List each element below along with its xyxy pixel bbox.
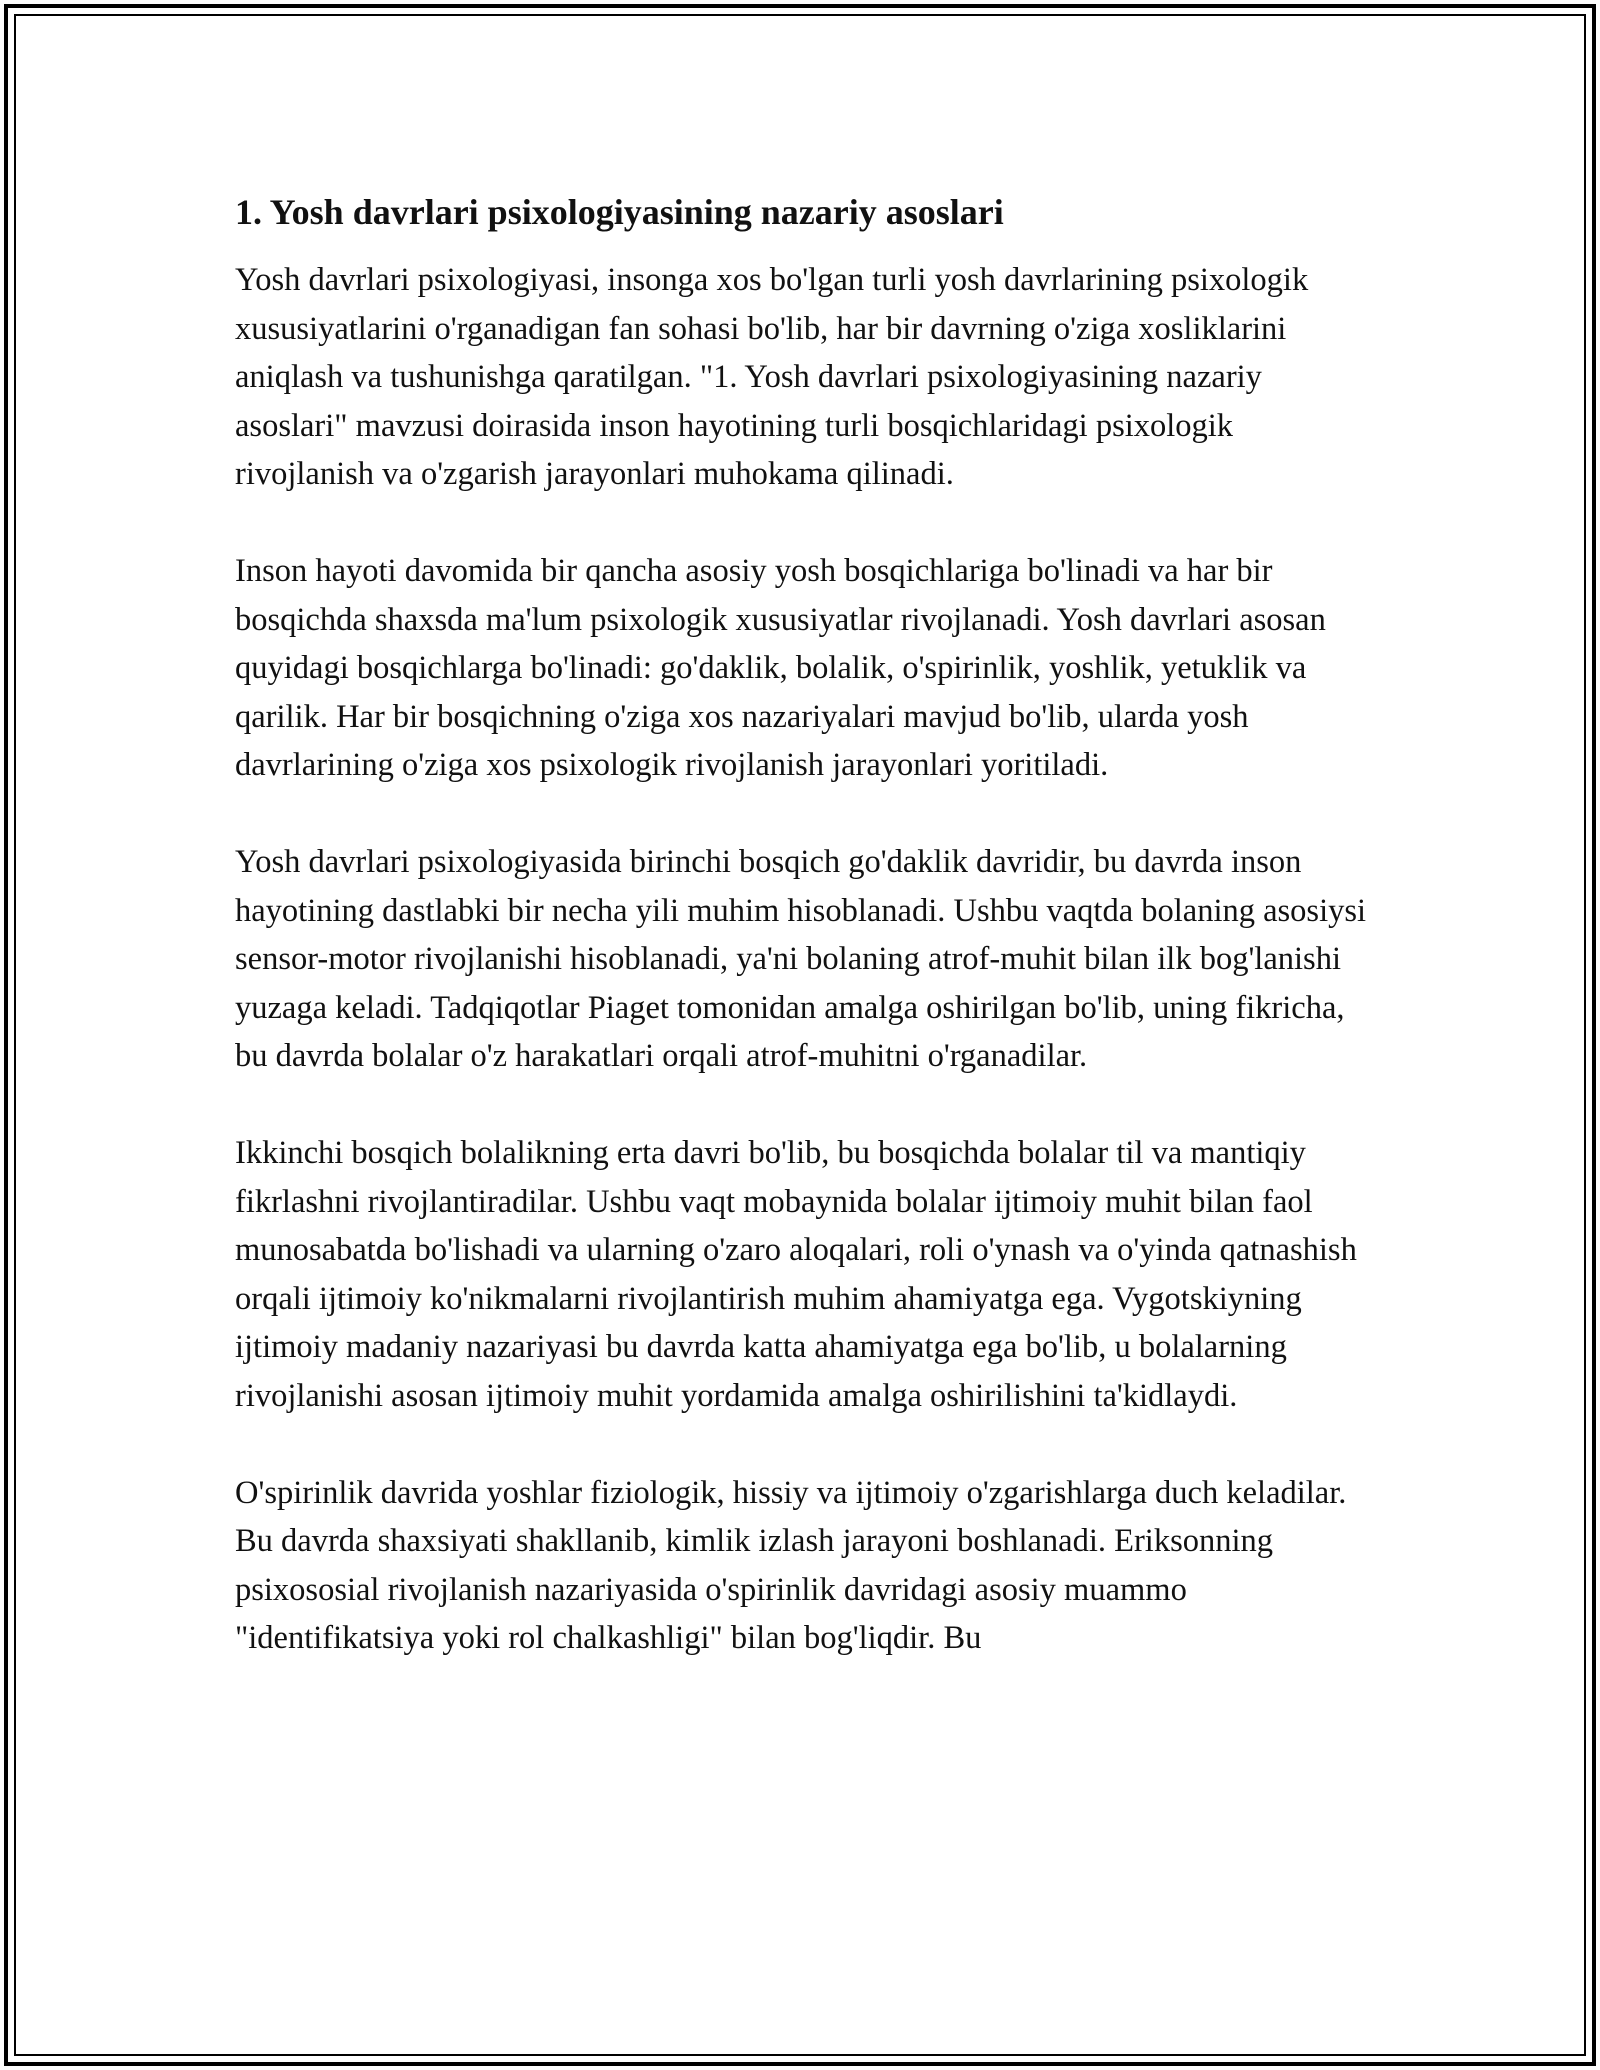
paragraph-1: Yosh davrlari psixologiyasi, insonga xos bo'lgan turli yosh davrlarining psixologik xususiyatlarini o'rganadigan fan sohasi bo'lib, har bir davrning o'ziga xosliklarini aniqlash va tushunishga qaratilgan. "1. Yosh davrlari psixologiyasining nazariy asoslari" mavzusi doirasida inson hayotining turli bosqichlaridagi psixologik rivojlanish va o'zgarish jarayonlari muhokama qilinadi. [235, 262, 1309, 492]
paragraph-3: Yosh davrlari psixologiyasida birinchi bosqich go'daklik davridir, bu davrda inson hayotining dastlabki bir necha yili muhim hisoblanadi. Ushbu vaqtda bolaning asosiysi sensor-motor rivojlanishi hisoblanadi, ya'ni bolaning atrof-muhit bilan ilk bog'lanishi yuzaga keladi. Tadqiqotlar Piaget tomonidan amalga oshirilgan bo'lib, uning fikricha, bu davrda bolalar o'z harakatlari orqali atrof-muhitni o'rganadilar. [235, 844, 1367, 1074]
document-body [235, 188, 1375, 1711]
section-heading: 1. Yosh davrlari psixologiyasining nazariy asoslari [235, 192, 1004, 232]
paragraph-2: Inson hayoti davomida bir qancha asosiy yosh bosqichlariga bo'linadi va har bir bosqichda shaxsda ma'lum psixologik xususiyatlar rivojlanadi. Yosh davrlari asosan quyidagi bosqichlarga bo'linadi: go'daklik, bolalik, o'spirinlik, yoshlik, yetuklik va qarilik. Har bir bosqichning o'ziga xos nazariyalari mavjud bo'lib, ularda yosh davrlarining o'ziga xos psixologik rivojlanish jarayonlari yoritiladi. [235, 553, 1326, 783]
paragraph-5: O'spirinlik davrida yoshlar fiziologik, hissiy va ijtimoiy o'zgarishlarga duch keladilar. Bu davrda shaxsiyati shakllanib, kimlik izlash jarayoni boshlanadi. Eriksonning psixososial rivojlanish nazariyasida o'spirinlik davridagi asosiy muammo "identifikatsiya yoki rol chalkashligi" bilan bog'liqdir. Bu [235, 1474, 1347, 1656]
paragraph-4: Ikkinchi bosqich bolalikning erta davri bo'lib, bu bosqichda bolalar til va mantiqiy fikrlashni rivojlantiradilar. Ushbu vaqt mobaynida bolalar ijtimoiy muhit bilan faol munosabatda bo'lishadi va ularning o'zaro aloqalari, roli o'ynash va o'yinda qatnashish orqali ijtimoiy ko'nikmalarni rivojlantirish muhim ahamiyatga ega. Vygotskiyning ijtimoiy madaniy nazariyasi bu davrda katta ahamiyatga ega bo'lib, u bolalarning rivojlanishi asosan ijtimoiy muhit yordamida amalga oshirilishini ta'kidlaydi. [235, 1135, 1357, 1414]
